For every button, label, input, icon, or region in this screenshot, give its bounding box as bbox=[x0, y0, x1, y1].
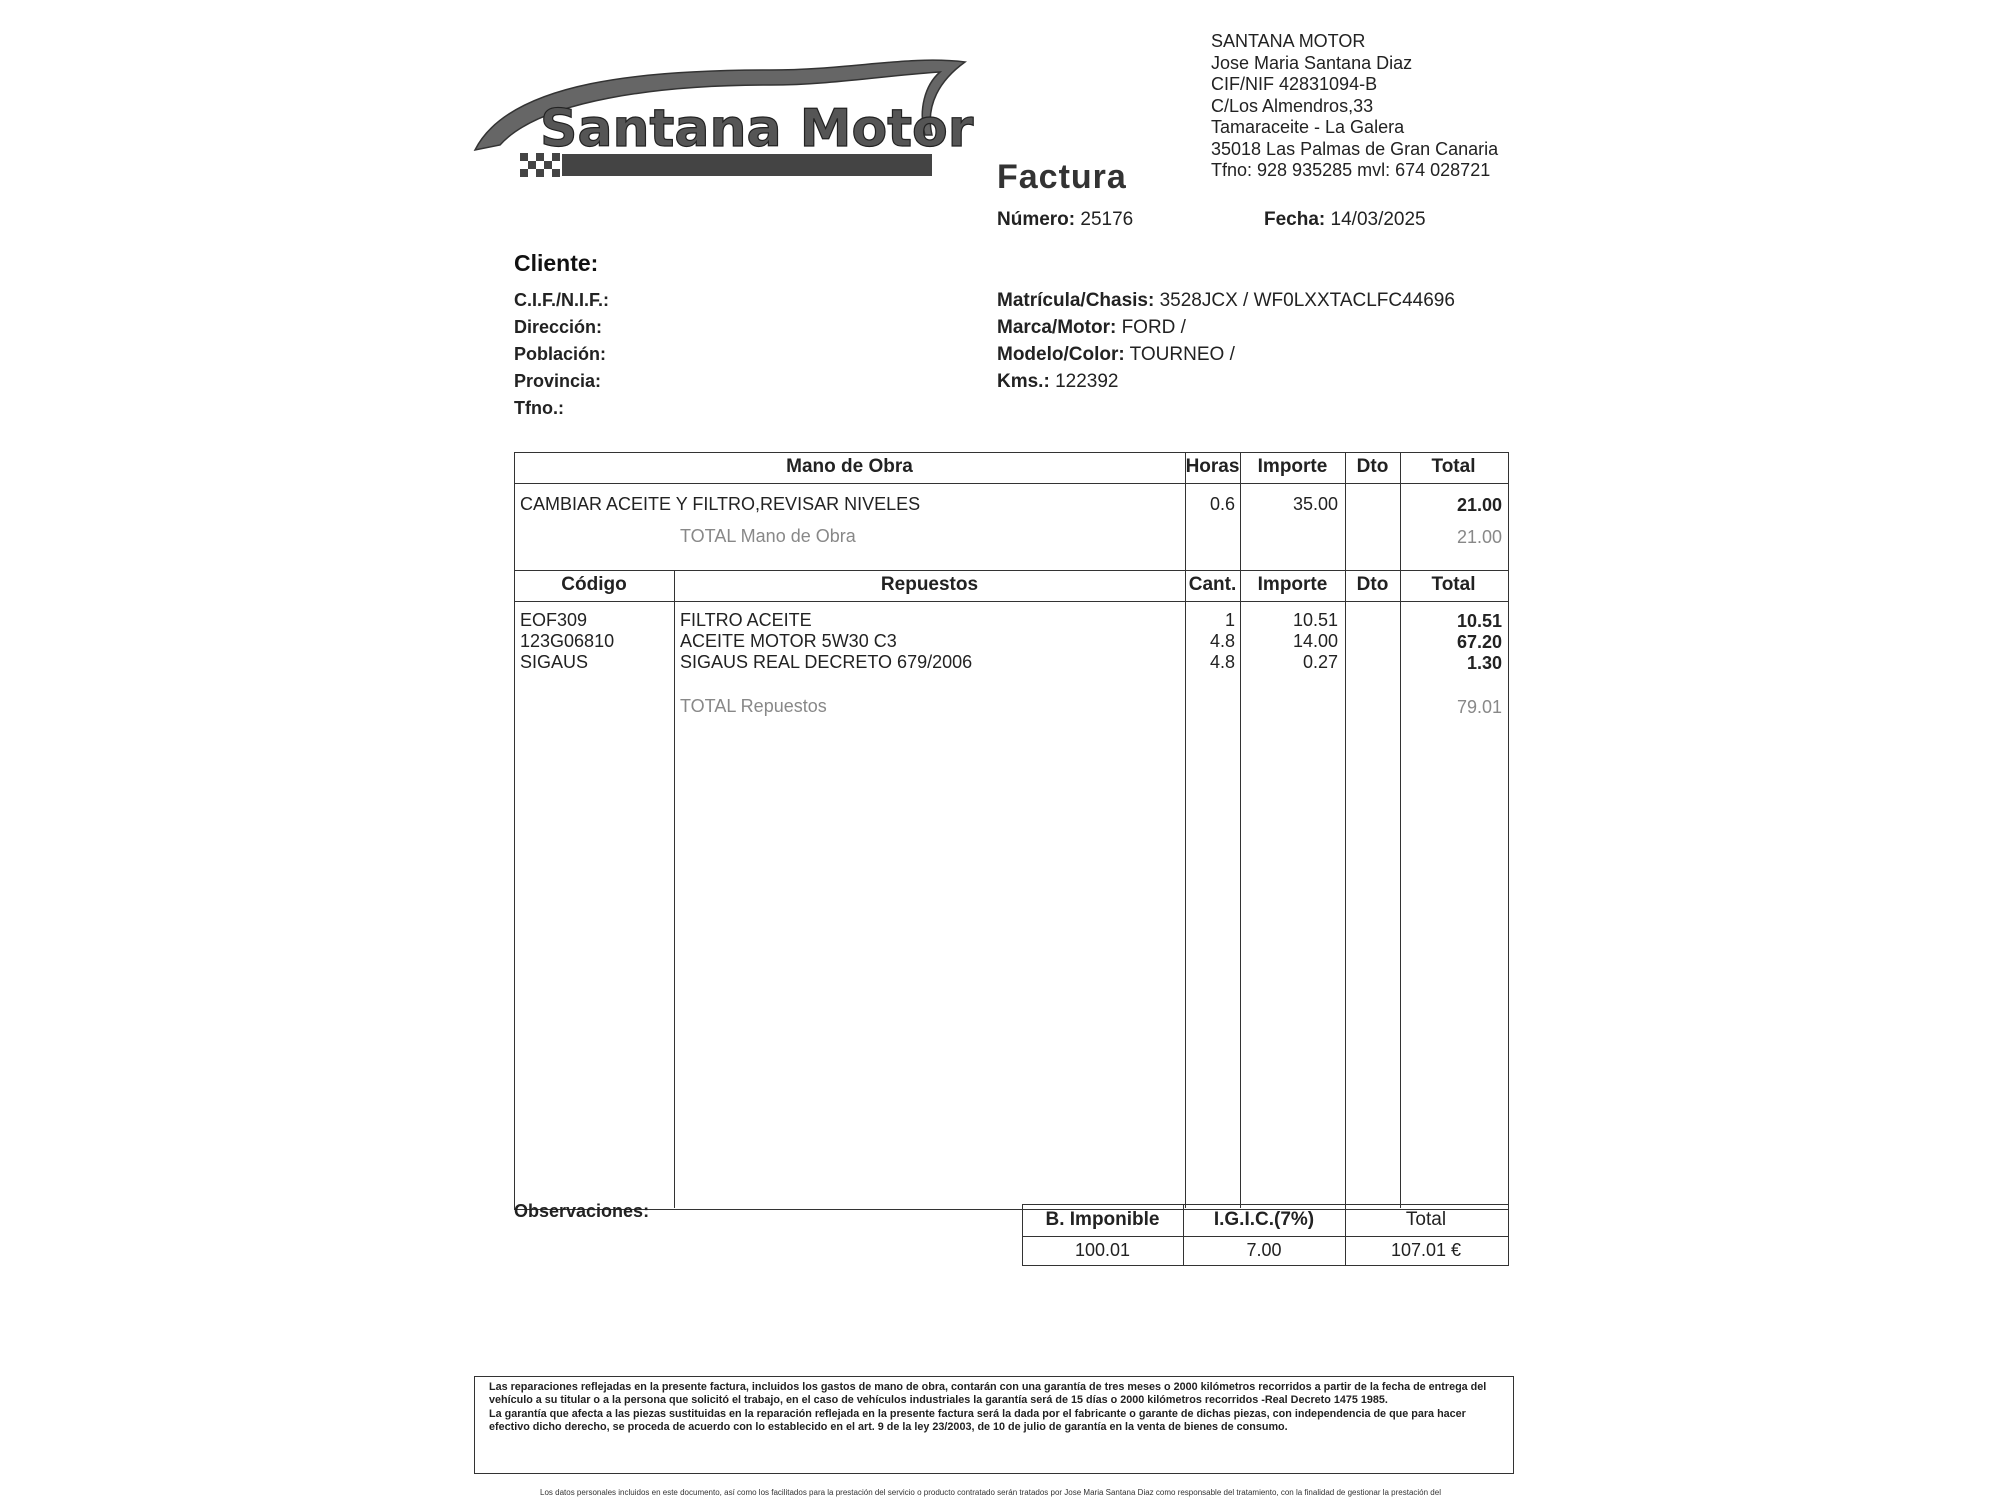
summary-igic-value: 7.00 bbox=[1246, 1240, 1282, 1260]
parts-header-dto: Dto bbox=[1356, 574, 1389, 595]
parts-item-cant: 4.8 bbox=[1209, 652, 1235, 672]
client-cif-label: C.I.F./N.I.F.: bbox=[514, 290, 610, 310]
legal-notice bbox=[474, 1376, 1514, 1474]
vehicle-kms bbox=[997, 371, 1118, 393]
company-line: CIF/NIF 42831094-B bbox=[1211, 74, 1378, 94]
summary-divider bbox=[1022, 1236, 1509, 1237]
summary-base-value: 100.01 bbox=[1074, 1240, 1131, 1260]
parts-item-importe: 10.51 bbox=[1292, 610, 1338, 630]
summary-base-label: B. Imponible bbox=[1045, 1209, 1160, 1230]
company-line: Tamaraceite - La Galera bbox=[1211, 117, 1405, 137]
logo-text: Santana Motor bbox=[540, 99, 974, 159]
summary-igic-label: I.G.I.C.(7%) bbox=[1213, 1209, 1315, 1230]
parts-item-codigo: 123G06810 bbox=[520, 631, 615, 651]
company-line: SANTANA MOTOR bbox=[1211, 31, 1366, 51]
summary-total-label: Total bbox=[1405, 1209, 1447, 1230]
labor-item-horas: 0.6 bbox=[1209, 494, 1235, 514]
parts-item-codigo: SIGAUS bbox=[520, 652, 589, 672]
privacy-footer: Los datos personales incluidos en este documento, así como los facilitados para la prestación del servicio o producto contratado serán tratados por Jose Maria Santana Diaz como responsable del tratamiento, con la finalidad de gestionar la prestación del bbox=[540, 1488, 1441, 1497]
company-line: Jose Maria Santana Diaz bbox=[1211, 52, 1413, 73]
parts-item-cant: 1 bbox=[1224, 610, 1235, 630]
invoice-date bbox=[1264, 209, 1426, 231]
invoice-table bbox=[514, 452, 1509, 1210]
labor-total-value: 21.00 bbox=[1456, 527, 1502, 547]
parts-header-codigo: Código bbox=[561, 574, 627, 595]
parts-total-label: TOTAL Repuestos bbox=[680, 696, 827, 716]
parts-header-total: Total bbox=[1431, 574, 1476, 595]
company-line: C/Los Almendros,33 bbox=[1211, 95, 1374, 116]
client-provincia-label: Provincia: bbox=[514, 371, 602, 391]
company-line: Tfno: 928 935285 mvl: 674 028721 bbox=[1211, 160, 1491, 180]
parts-item-cant: 4.8 bbox=[1209, 631, 1235, 651]
vehicle-matricula bbox=[997, 290, 1455, 312]
invoice-number-label: Número: bbox=[997, 209, 1076, 230]
client-direccion-label: Dirección: bbox=[514, 317, 603, 337]
vehicle-marca-value: FORD / bbox=[1121, 317, 1186, 338]
table-divider bbox=[674, 570, 675, 1208]
parts-item-importe: 14.00 bbox=[1292, 631, 1338, 651]
labor-header-importe: Importe bbox=[1257, 456, 1328, 477]
labor-header-dto: Dto bbox=[1356, 456, 1389, 477]
labor-total-label: TOTAL Mano de Obra bbox=[680, 526, 856, 546]
parts-header-desc: Repuestos bbox=[880, 574, 979, 595]
vehicle-modelo bbox=[997, 344, 1235, 366]
table-divider bbox=[514, 601, 1509, 602]
parts-item-total: 10.51 bbox=[1456, 611, 1502, 631]
table-divider bbox=[514, 570, 1509, 571]
client-tfno-label: Tfno.: bbox=[514, 398, 564, 418]
labor-header-horas: Horas bbox=[1185, 456, 1240, 477]
invoice-number-value: 25176 bbox=[1080, 209, 1134, 230]
company-info bbox=[1211, 31, 1498, 182]
parts-item-importe: 0.27 bbox=[1302, 652, 1338, 672]
parts-item-total: 1.30 bbox=[1466, 653, 1502, 673]
parts-item-total: 67.20 bbox=[1456, 632, 1502, 652]
parts-item-desc: SIGAUS REAL DECRETO 679/2006 bbox=[680, 652, 973, 672]
logo-graphic bbox=[470, 50, 990, 190]
table-divider bbox=[1345, 570, 1346, 1208]
vehicle-kms-value: 122392 bbox=[1055, 371, 1119, 392]
parts-item-desc: ACEITE MOTOR 5W30 C3 bbox=[680, 631, 897, 651]
parts-item-desc: FILTRO ACEITE bbox=[680, 610, 812, 630]
vehicle-matricula-label: Matrícula/Chasis: bbox=[997, 290, 1155, 311]
legal-text: Las reparaciones reflejadas en la presente factura, incluidos los gastos de mano de obra, contarán con una garantía de tres meses o 2000 kilómetros recorridos a partir de la fecha de entrega del vehículo a su titular o a la persona que solicitó el trabajo, en el caso de vehículos industriales la garantía será de 15 días o 2000 kilómetros recorridos -Real Decreto 1475 1985. bbox=[489, 1381, 1487, 1407]
labor-item-importe: 35.00 bbox=[1292, 494, 1338, 514]
vehicle-marca bbox=[997, 317, 1186, 339]
client-title bbox=[514, 250, 598, 277]
invoice-title: Factura bbox=[997, 158, 1127, 196]
client-title-label: Cliente: bbox=[514, 250, 599, 276]
company-line: 35018 Las Palmas de Gran Canaria bbox=[1211, 138, 1499, 159]
labor-item-desc: CAMBIAR ACEITE Y FILTRO,REVISAR NIVELES bbox=[520, 494, 921, 514]
parts-item-codigo: EOF309 bbox=[520, 610, 588, 630]
invoice-date-value: 14/03/2025 bbox=[1330, 209, 1426, 230]
observaciones-label: Observaciones: bbox=[514, 1201, 650, 1221]
vehicle-kms-label: Kms.: bbox=[997, 371, 1050, 392]
company-logo bbox=[470, 50, 990, 190]
labor-item-total: 21.00 bbox=[1456, 495, 1502, 515]
invoice-number bbox=[997, 209, 1133, 231]
vehicle-marca-label: Marca/Motor: bbox=[997, 317, 1117, 338]
vehicle-matricula-value: 3528JCX / WF0LXXTACLFC44696 bbox=[1159, 290, 1455, 311]
parts-header-cant: Cant. bbox=[1188, 574, 1237, 595]
parts-header-importe: Importe bbox=[1257, 574, 1328, 595]
labor-header-desc: Mano de Obra bbox=[786, 456, 913, 477]
labor-header-total: Total bbox=[1431, 456, 1476, 477]
client-poblacion-label: Población: bbox=[514, 344, 607, 364]
legal-text-2: La garantía que afecta a las piezas sustituidas en la reparación reflejada en la presente factura será la dada por el fabricante o garante de dichas piezas, con independencia de que para hacer efectivo dicho derecho, se proceda de acuerdo con lo establecido en el art. 9 de la ley 23/2003, de 10 de julio de garantía en la venta de bienes de consumo. bbox=[489, 1407, 1466, 1434]
table-divider bbox=[514, 483, 1509, 484]
summary-total-value: 107.01 € bbox=[1390, 1240, 1462, 1260]
invoice-date-label: Fecha: bbox=[1264, 209, 1326, 230]
vehicle-modelo-value: TOURNEO / bbox=[1129, 344, 1235, 365]
parts-total-value: 79.01 bbox=[1456, 697, 1502, 717]
vehicle-modelo-label: Modelo/Color: bbox=[997, 344, 1125, 365]
